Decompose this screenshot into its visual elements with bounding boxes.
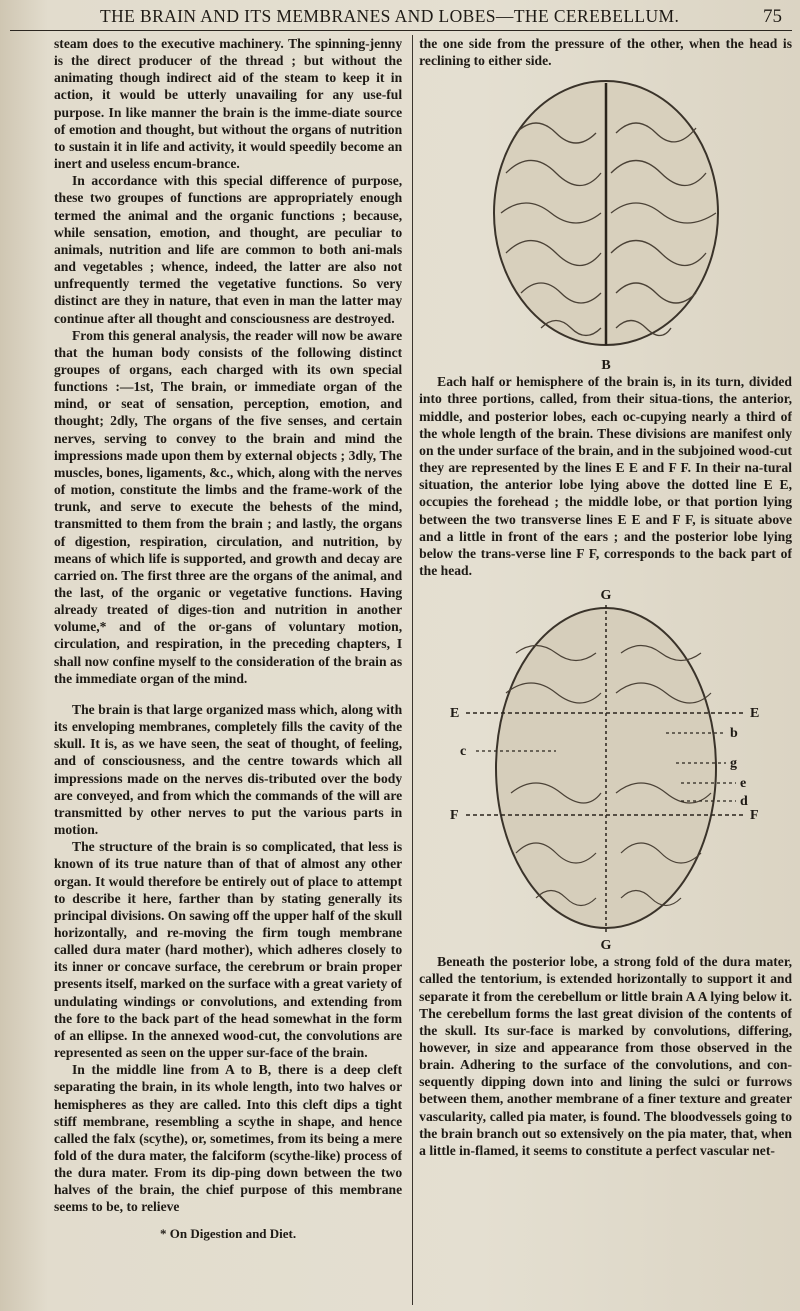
header-title: THE BRAIN AND ITS MEMBRANES AND LOBES—THE CEREBELLUM. [100,6,680,26]
paragraph: In accordance with this special difference of purpose, these two groupes of functions are appropriately enough termed the animal and the organic functions ; because, while sensation, emotion, and thought, are peculiar to animals, nutrition and life are common to both ani-mals and vegetables ; whence, indeed, the latter are also not unfrequently termed the vegetative functions. So very distinct are they in nature, that even in man the latter may continue after all thought and consciousness are destroyed. [54,173,403,326]
running-header [10,6,792,31]
figure-label-b-small: b [729,726,738,742]
figure-label-e-right: E [749,706,759,722]
paragraph: Beneath the posterior lobe, a strong fold of the dura mater, called the tentorium, is extended horizontally to support it and separate it from the cerebellum or little brain A A lying below it. The cerebellum forms the last great division of the contents of the skull. Its sur-face is marked by convolutions, differing, however, in size and appearance from those observed in the brain. Adhering to the surface of the convolutions, and con-sequently dipping down into and lining the sulci or furrows between them, another membrane of a finer texture and greater vascularity, called pia mater, is found. The bloodvessels going to the brain branch out so extensively on the pia mater, that, when a little in-flamed, it seems to constitute a perfect vascular net- [419,954,792,1158]
paragraph: steam does to the executive machinery. The spinning-jenny is the direct producer of the thread ; but without the animating though indirect aid of the steam to keep it in action, it would be utterly unavailing for any use-ful purpose. In like manner the brain is the imme-diate source of emotion and thought, but without the organs of nutrition to sustain it in life and activity, it would speedily become an inert and useless encum-brance. [54,36,403,172]
figure-label-g-bottom: G [600,938,612,954]
right-column [412,35,792,1305]
brain-under-surface-figure [436,583,776,953]
paragraph: Each half or hemisphere of the brain is, in its turn, divided into three portions, called, from their situa-tions, the anterior, middle, and posterior lobes, each oc-cupying nearly a third of the whole length of the brain. These divisions are manifest only on the under surface of the brain, and in the subjoined wood-cut they are represented by the lines E E and F F. In their na-tural situation, the anterior lobe lying above the dotted line E E, occupies the forehead ; the middle lobe, or that portion lying between the two transverse lines E E and F F, is situate above and a little in front of the ears ; and the posterior lobe lying below the trans-verse line F F, corresponds to the back part of the head. [419,374,792,579]
footnote: * On Digestion and Diet. [159,1225,297,1241]
figure-label-e-left: E [449,706,459,722]
page-number: 75 [763,6,782,27]
paragraph: The brain is that large organized mass which, along with its enveloping membranes, completely fills the cavity of the skull. It is, as we have seen, the seat of thought, of feeling, and of consciousness, and the centre towards which all impressions made on the nerves dis-tributed over the body are conveyed, and from which the commands of the will are transmitted by other nerves to put the various parts in motion. [54,701,403,838]
paragraph: the one side from the pressure of the other, when the head is reclining to either side. [419,36,792,69]
paragraph: In the middle line from A to B, there is a deep cleft separating the brain, in its whole length, into two halves or hemispheres as they are called. Into this cleft dips a tight stiff membrane, resembling a scythe in shape, and hence called the falx (scythe), or, sometimes, from its being a mere fold of the dura mater, the falciform (scythe-like) process of the dura mater. From its dip-ping down between the two halves of the brain, the chief purpose of this membrane seems to be, to relieve [54,1062,403,1215]
figure-label-e-small: e [739,776,746,792]
brain-upper-surface-figure [476,73,736,373]
paragraph: From this general analysis, the reader will now be aware that the human body consists of the following distinct groupes of organs, each charged with its own special functions :—1st, The brain, or immediate organ of the mind, or seat of sensation, perception, emotion, and thought; 2dly, The organs of the five senses, and certain nerves, serving to convey to the brain and mind the impressions made upon them by external objects ; 3dly, The muscles, bones, ligaments, &c., which, along with the nerves of motion, constitute the limbs and the frame-work of the trunk, and serve to execute the behests of the mind, transmitted to them from the brain ; and lastly, the organs of digestion, respiration, circulation, and nutrition, by means of which life is supported, and growth and decay are carried on. The first three are the organs of the animal, and the last, of the organic or vegetative functions. Having already treated of diges-tion and nutrition in another volume,* and of the or-gans of voluntary motion, circulation, and respiration, in the preceding chapters, I shall now confine myself to the consideration of the brain as the immediate organ of the mind. [54,327,403,686]
figure-label-f-left: F [449,808,459,824]
figure-label-b: B [600,358,611,374]
figure-label-g-top: G [600,588,612,604]
figure-label-g-small: g [729,756,737,772]
left-column [10,35,402,1305]
paragraph: The structure of the brain is so complicated, that less is known of its true nature than of that of almost any other organ. It would therefore be entirely out of place to attempt to describe it here, farther than by stating generally its principal divisions. On sawing off the upper half of the skull horizontally, and re-moving the firm tough membrane called dura mater (hard mother), which adheres closely to its inner or concave surface, the cerebrum or brain proper presents itself, marked on the surface with a great variety of undulating windings or convolutions, and extending from the fore to the back part of the head somewhat in the form of an ellipse. In the annexed wood-cut, the convolutions are represented as seen on the upper sur-face of the brain. [54,839,403,1061]
figure-label-c: c [459,744,466,760]
figure-label-d: d [739,794,748,810]
figure-label-f-right: F [749,808,759,824]
